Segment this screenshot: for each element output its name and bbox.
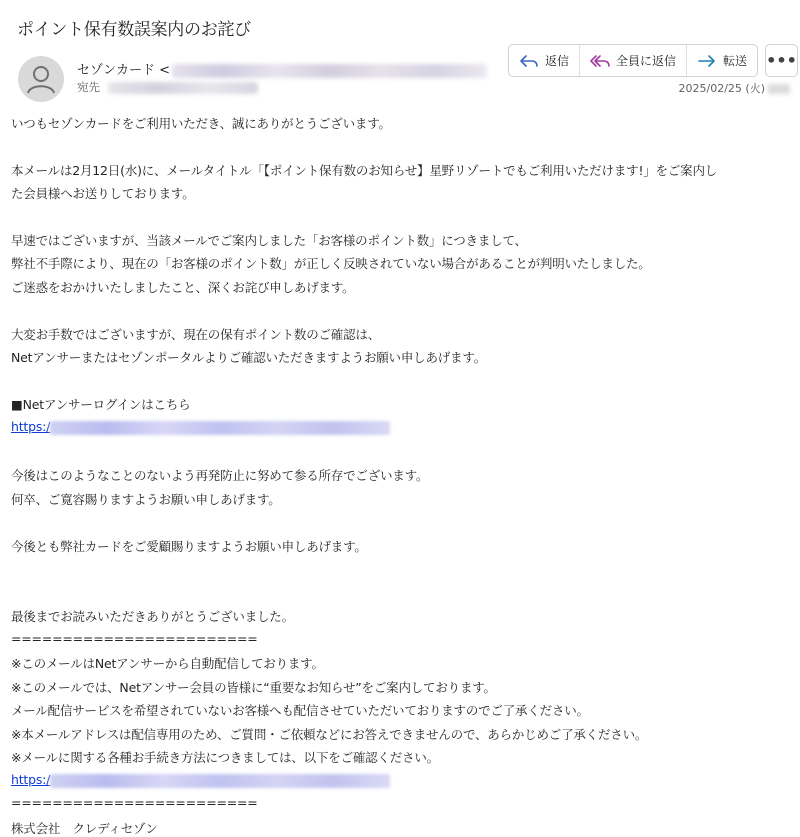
sender-address-redacted <box>172 64 487 78</box>
body-line: た会員様へお送りしております。 <box>11 186 195 201</box>
forward-icon <box>697 53 717 69</box>
person-icon <box>18 56 64 102</box>
body-line: 大変お手数ではございますが、現在の保有ポイント数のご確認は、 <box>11 327 381 342</box>
body-line: いつもセゾンカードをご利用いただき、誠にありがとうございます。 <box>11 116 391 131</box>
divider: ======================== <box>11 631 258 646</box>
notice-line: ※このメールはNetアンサーから自動配信しております。 <box>11 656 324 671</box>
body-line: ご迷惑をおかけいたしましたこと、深くお詫び申しあげます。 <box>11 280 355 295</box>
more-actions-button[interactable]: ••• <box>765 44 798 77</box>
body-line: 最後までお読みいただきありがとうございました。 <box>11 609 294 624</box>
avatar[interactable] <box>18 56 64 102</box>
link-url-redacted[interactable] <box>50 421 390 435</box>
email-date <box>679 80 790 96</box>
reply-label: 返信 <box>545 54 570 68</box>
body-line: 今後とも弊社カードをご愛顧賜りますようお願い申しあげます。 <box>11 539 367 554</box>
company-name: 株式会社 クレディセゾン <box>11 821 158 836</box>
body-line: 今後はこのようなことのないよう再発防止に努めて参る所存でございます。 <box>11 468 429 483</box>
reply-all-icon <box>590 53 610 69</box>
link-text[interactable]: https:/ <box>11 772 51 787</box>
body-line: Netアンサーまたはセゾンポータルよりご確認いただきますようお願い申しあげます。 <box>11 350 486 365</box>
email-subject: ポイント保有数誤案内のお詫び <box>17 20 251 40</box>
body-line: 本メールは2月12日(水)に、メールタイトル「【ポイント保有数のお知らせ】星野リゾートでもご利用いただけます!」をご案内し <box>11 163 718 178</box>
to-label: 宛先 <box>77 80 100 94</box>
action-bar <box>508 44 758 77</box>
link-text[interactable]: https:/ <box>11 419 51 434</box>
body-line: 弊社不手際により、現在の「お客様のポイント数」が正しく反映されていない場合があることが判明いたしました。 <box>11 256 651 271</box>
body-line: 早速ではございますが、当該メールでご案内しました「お客様のポイント数」につきまして、 <box>11 233 527 248</box>
reply-all-button[interactable] <box>579 45 686 76</box>
body-line: ■Netアンサーログインはこちら <box>11 397 191 412</box>
notice-line: ※本メールアドレスは配信専用のため、ご質問・ご依頼などにお答えできませんので、あらかじめご了承ください。 <box>11 727 648 742</box>
reply-icon <box>519 53 539 69</box>
sender[interactable] <box>77 59 487 78</box>
netanswer-login-link[interactable] <box>11 419 390 435</box>
sender-name: セゾンカード < <box>77 63 171 78</box>
reply-all-label: 全員に返信 <box>616 54 677 68</box>
recipient-row <box>77 79 258 95</box>
reply-button[interactable] <box>509 45 579 76</box>
procedures-link[interactable] <box>11 772 390 788</box>
notice-line: メール配信サービスを希望されていないお客様へも配信させていただいておりますのでご了承ください。 <box>11 703 589 718</box>
notice-line: ※メールに関する各種お手続き方法につきましては、以下をご確認ください。 <box>11 750 439 765</box>
time-redacted <box>768 84 790 94</box>
forward-button[interactable] <box>686 45 757 76</box>
divider: ======================== <box>11 795 258 810</box>
date-text: 2025/02/25 (火) <box>678 82 765 95</box>
body-line: 何卒、ご寛容賜りますようお願い申しあげます。 <box>11 492 281 507</box>
recipient-redacted <box>108 82 258 94</box>
link-url-redacted[interactable] <box>50 774 390 788</box>
notice-line: ※このメールでは、Netアンサー会員の皆様に“重要なお知らせ”をご案内しております。 <box>11 680 496 695</box>
forward-label: 転送 <box>723 54 748 68</box>
